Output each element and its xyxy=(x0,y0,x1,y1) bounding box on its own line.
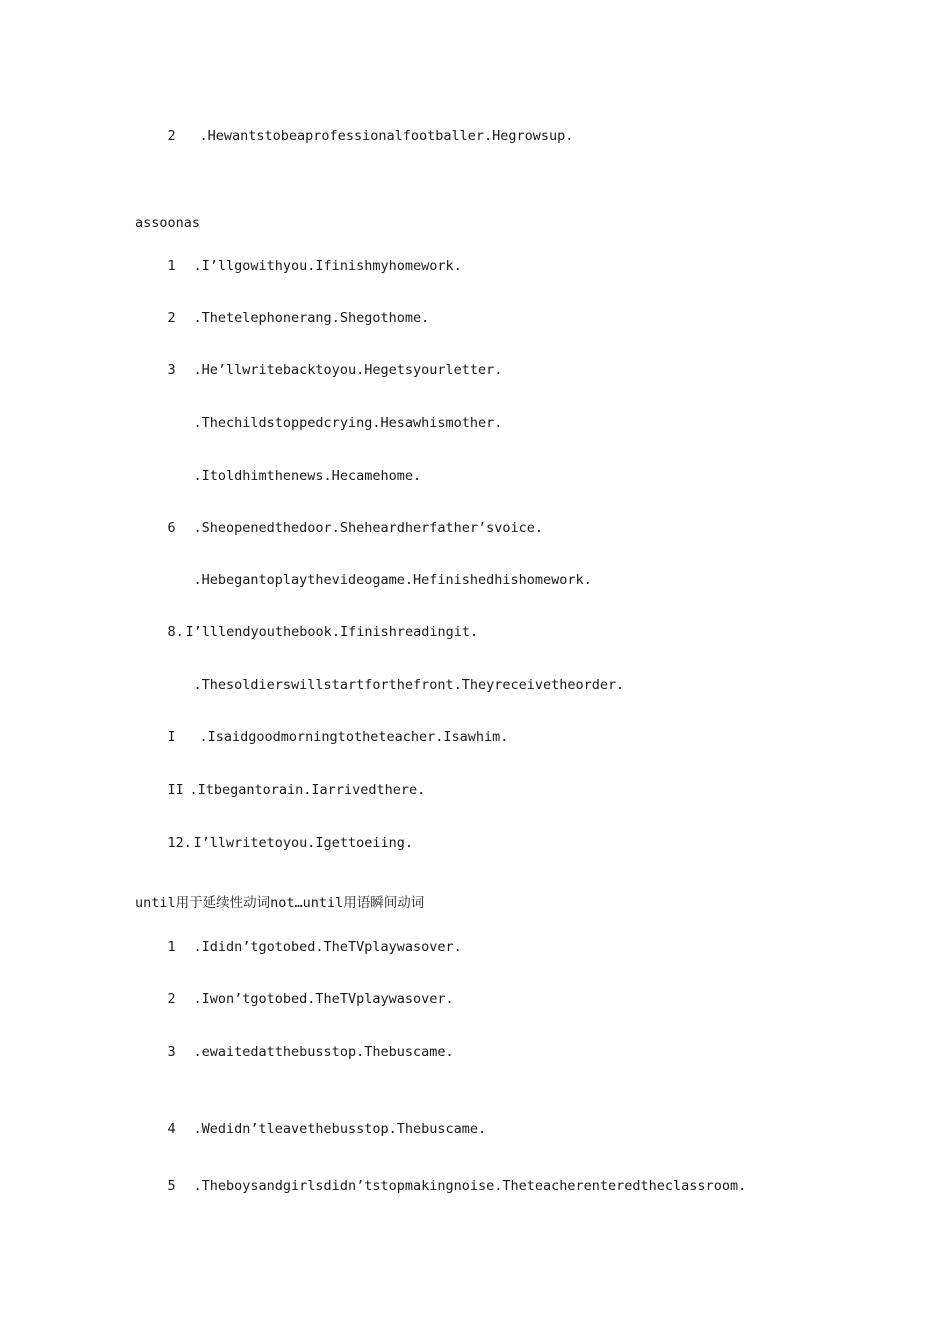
item-text: .Itbegantorain.Iarrivedthere. xyxy=(189,782,426,798)
item-number: II xyxy=(167,782,184,798)
item-number: 5 xyxy=(167,1178,176,1194)
item-number: 8. xyxy=(167,624,184,640)
exercise-line xyxy=(135,291,429,345)
section-heading: until用于延续性动词not…until用语瞬间动词 xyxy=(135,895,425,911)
exercise-line xyxy=(135,239,462,293)
section-heading: assoonas xyxy=(135,215,201,231)
exercise-line xyxy=(135,763,425,817)
item-text: .Thetelephonerang.Shegothome. xyxy=(193,310,430,326)
exercise-line xyxy=(135,109,573,163)
item-text: .Iwon’tgotobed.TheTVplaywasover. xyxy=(193,991,454,1007)
exercise-line xyxy=(135,343,502,397)
item-number: 1 xyxy=(167,939,176,955)
exercise-line xyxy=(135,396,502,450)
exercise-line xyxy=(135,972,454,1026)
item-text: .Thechildstoppedcrying.Hesawhismother. xyxy=(193,415,503,431)
exercise-line xyxy=(135,658,624,712)
item-text: .Isaidgoodmorningtotheteacher.Isawhim. xyxy=(199,729,509,745)
item-text: .Ididn’tgotobed.TheTVplaywasover. xyxy=(193,939,462,955)
item-text: I’lllendyouthebook.Ifinishreadingit. xyxy=(185,624,479,640)
exercise-line xyxy=(135,1159,746,1213)
item-text: .ewaitedatthebusstop.Thebuscame. xyxy=(193,1044,454,1060)
exercise-line xyxy=(135,920,462,974)
item-number: 2 xyxy=(167,310,176,326)
exercise-line xyxy=(135,553,592,607)
exercise-line xyxy=(135,710,508,764)
exercise-line xyxy=(135,816,413,870)
exercise-line xyxy=(135,501,543,555)
item-number: I xyxy=(167,729,176,745)
item-text: I’llwritetoyou.Igettoeiing. xyxy=(193,835,413,851)
item-text: .Hebegantoplaythevideogame.Hefinishedhishomework. xyxy=(193,572,592,588)
item-text: .Thesoldierswillstartforthefront.Theyreceivetheorder. xyxy=(193,677,625,693)
item-number: 12. xyxy=(167,835,192,851)
exercise-line xyxy=(135,1025,454,1079)
item-number: 3 xyxy=(167,362,176,378)
item-number: 2 xyxy=(167,991,176,1007)
item-number: 3 xyxy=(167,1044,176,1060)
item-text: .I’llgowithyou.Ifinishmyhomework. xyxy=(193,258,462,274)
item-text: .He’llwritebacktoyou.Hegetsyourletter. xyxy=(193,362,503,378)
item-text: .Sheopenedthedoor.Sheheardherfather’svoice. xyxy=(193,520,544,536)
item-text: .Wedidn’tleavethebusstop.Thebuscame. xyxy=(193,1121,487,1137)
exercise-line xyxy=(135,449,421,503)
item-text: .Itoldhimthenews.Hecamehome. xyxy=(193,468,422,484)
item-number: 2 xyxy=(167,128,176,144)
item-number: 6 xyxy=(167,520,176,536)
item-text: .Hewantstobeaprofessionalfootballer.Hegrowsup. xyxy=(199,128,574,144)
exercise-line xyxy=(135,1102,486,1156)
exercise-line xyxy=(135,605,478,659)
item-number: 4 xyxy=(167,1121,176,1137)
item-text: .Theboysandgirlsdidn’tstopmakingnoise.Theteacherenteredtheclassroom. xyxy=(193,1178,747,1194)
item-number: 1 xyxy=(167,258,176,274)
